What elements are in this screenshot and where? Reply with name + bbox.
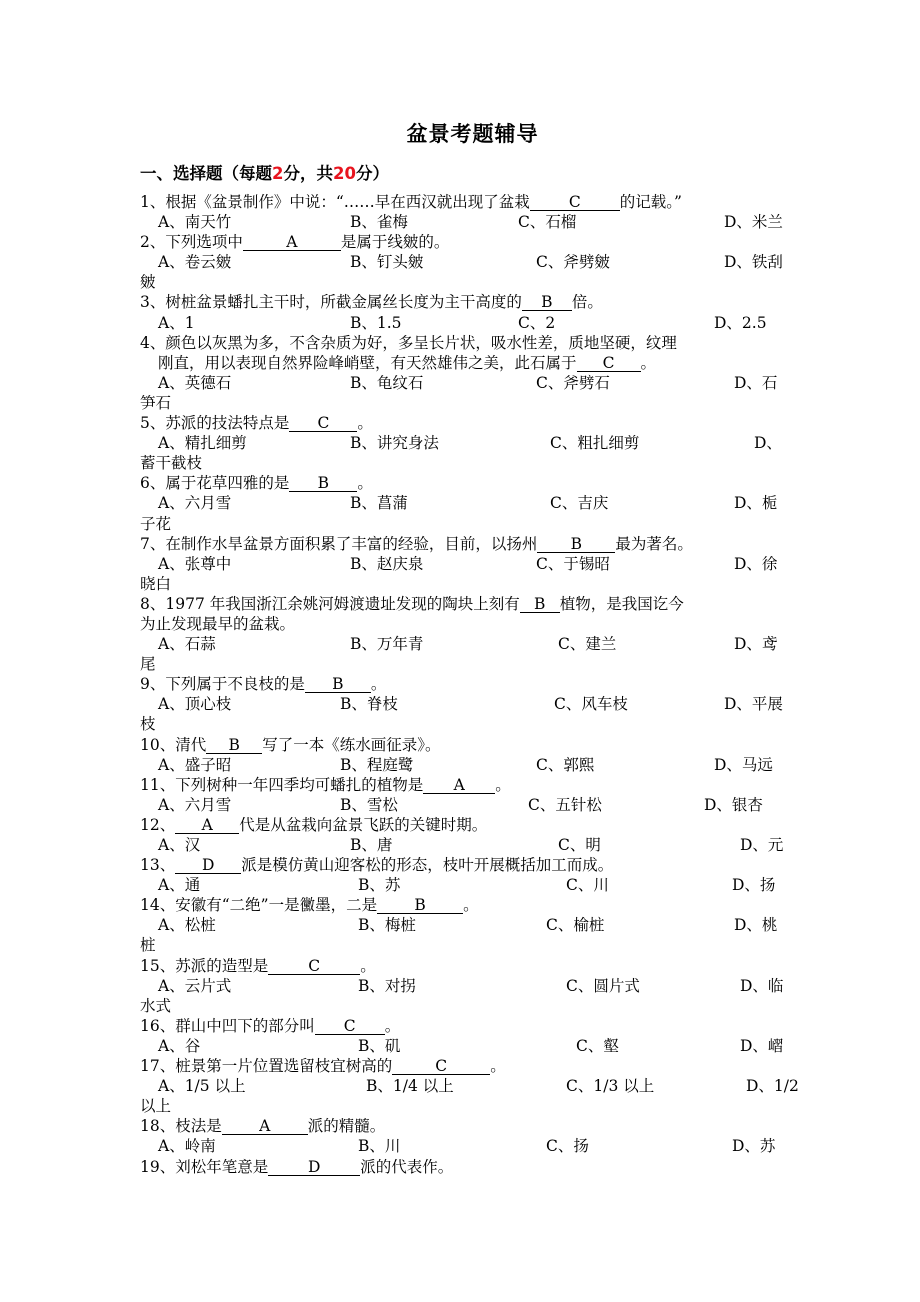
option-d: D、桃 xyxy=(734,916,778,935)
option-c: C、1/3 以上 xyxy=(566,1077,655,1096)
answer-blank: D xyxy=(268,1159,360,1176)
option-a: A、南天竹 xyxy=(158,213,232,232)
option-wrap-text: 皴 xyxy=(140,273,156,292)
question-text-part: 5、苏派的技法特点是 xyxy=(140,414,290,433)
question-text-part: 3、树桩盆景蟠扎主干时，所截金属丝长度为主干高度的 xyxy=(140,293,522,312)
option-b: B、唐 xyxy=(350,836,393,854)
question-text-part: 。 xyxy=(490,1057,506,1076)
question-text-part: 10、清代 xyxy=(140,735,207,754)
question-text-part: 8、1977 年我国浙江余姚河姆渡遗址发现的陶块上刻有 xyxy=(140,594,520,613)
document-title: 盆景考题辅导 xyxy=(406,122,539,146)
option-row xyxy=(140,554,805,574)
option-b: B、讲究身法 xyxy=(350,434,439,453)
option-wrap-text: 水式 xyxy=(140,996,172,1015)
option-c: C、粗扎细剪 xyxy=(550,434,640,453)
total-score: 20 xyxy=(332,164,356,183)
option-b: B、雪松 xyxy=(340,795,398,814)
option-c: C、壑 xyxy=(576,1036,619,1055)
question-text xyxy=(140,674,805,694)
option-d: D、鸢 xyxy=(734,635,778,654)
option-d: D、平展 xyxy=(724,695,783,714)
question-item xyxy=(140,895,805,955)
option-b: B、菖蒲 xyxy=(350,494,408,513)
question-text-part: 植物，是我国讫今 xyxy=(559,594,684,613)
option-row xyxy=(140,252,805,272)
answer-blank: B xyxy=(377,897,463,914)
question-text-part: 代是从盆栽向盆景飞跃的关键时期。 xyxy=(239,815,488,834)
option-row xyxy=(140,1136,805,1156)
option-a: A、1/5 以上 xyxy=(158,1077,246,1096)
question-text-part: 2、下列选项中 xyxy=(140,233,243,252)
question-text-part: 16、群山中凹下的部分叫 xyxy=(140,1016,315,1035)
option-b: B、梅桩 xyxy=(358,916,416,935)
option-c: C、五针松 xyxy=(528,795,602,814)
question-item xyxy=(140,956,805,1016)
question-item xyxy=(140,232,805,292)
option-c: C、扬 xyxy=(546,1137,589,1156)
question-text-part: 。 xyxy=(463,896,479,915)
answer-blank: A xyxy=(423,777,495,794)
option-b: B、1/4 以上 xyxy=(366,1077,454,1096)
question-text xyxy=(140,735,805,755)
question-text-part: 9、下列属于不良枝的是 xyxy=(140,675,305,694)
option-row xyxy=(140,313,805,333)
option-c: C、明 xyxy=(558,836,601,854)
question-item xyxy=(140,815,805,855)
option-d: D、马远 xyxy=(714,755,773,774)
section-suffix: 分） xyxy=(355,164,389,183)
question-text xyxy=(140,232,805,252)
option-c: C、斧劈皴 xyxy=(536,253,610,272)
option-wrap-text: 以上 xyxy=(140,1097,172,1116)
question-item xyxy=(140,735,805,775)
question-text-part: 。 xyxy=(357,474,373,493)
question-item xyxy=(140,594,805,674)
answer-blank: B xyxy=(522,294,572,311)
option-d: D、嶍 xyxy=(740,1036,784,1055)
question-text-part: 14、安徽有“二绝”一是黴墨，二是 xyxy=(140,896,378,915)
question-text-part: 18、枝法是 xyxy=(140,1117,222,1136)
question-text-part: 派的代表作。 xyxy=(360,1157,454,1176)
answer-blank: B xyxy=(537,536,615,553)
answer-blank: C xyxy=(577,355,641,372)
answer-blank: B xyxy=(305,676,371,693)
question-text-part: 。 xyxy=(357,414,373,433)
question-text xyxy=(140,1116,805,1136)
option-d: D、元 xyxy=(740,836,784,854)
option-b: B、万年青 xyxy=(350,635,424,654)
question-item xyxy=(140,192,805,232)
option-d: D、苏 xyxy=(732,1137,776,1156)
option-b: B、龟纹石 xyxy=(350,373,424,392)
option-c: C、郭熙 xyxy=(536,755,595,774)
question-text-part: 13、 xyxy=(140,856,176,875)
question-item xyxy=(140,534,805,594)
answer-blank: A xyxy=(175,817,239,834)
option-a: A、松桩 xyxy=(158,916,216,935)
question-text xyxy=(140,534,805,554)
option-a: A、汉 xyxy=(158,836,201,854)
option-d: D、米兰 xyxy=(724,213,783,232)
question-text-part: 6、属于花草四雅的是 xyxy=(140,474,290,493)
option-row xyxy=(140,373,805,393)
option-d: D、扬 xyxy=(732,876,776,895)
option-row xyxy=(140,493,805,513)
option-d: D、临 xyxy=(740,976,784,995)
option-row xyxy=(140,634,805,654)
option-wrap-text: 笋石 xyxy=(140,393,172,412)
option-row xyxy=(140,976,805,996)
option-a: A、张尊中 xyxy=(158,554,232,573)
question-text-continued: 为止发现最早的盆栽。 xyxy=(140,614,296,633)
option-a: A、石蒜 xyxy=(158,635,216,654)
option-b: B、川 xyxy=(358,1137,401,1156)
question-text-part: 最为著名。 xyxy=(615,534,693,553)
question-text-part: 。 xyxy=(640,353,657,372)
question-item xyxy=(140,292,805,332)
question-text xyxy=(140,956,805,976)
option-a: A、谷 xyxy=(158,1036,201,1055)
option-a: A、精扎细剪 xyxy=(158,434,247,453)
option-row xyxy=(140,915,805,935)
question-text-part: 写了一本《练水画征录》。 xyxy=(262,735,441,754)
answer-blank: C xyxy=(530,194,620,211)
option-a: A、岭南 xyxy=(158,1137,216,1156)
option-d: D、石 xyxy=(734,373,778,392)
question-item xyxy=(140,674,805,734)
question-text xyxy=(140,192,805,212)
question-text: 4、颜色以灰黑为多，不含杂质为好，多呈长片状，吸水性差，质地坚硬，纹理 xyxy=(140,333,677,352)
option-c: C、建兰 xyxy=(558,635,617,654)
question-item xyxy=(140,333,805,413)
question-text xyxy=(140,1016,805,1036)
answer-blank: A xyxy=(222,1118,308,1135)
option-row xyxy=(140,755,805,775)
section-heading xyxy=(140,160,389,184)
option-b: B、对拐 xyxy=(358,976,416,995)
question-text-part: 刚直，用以表现自然界险峰峭壁，有天然雄伟之美，此石属于 xyxy=(158,353,577,372)
option-a: A、通 xyxy=(158,876,201,895)
option-d: D、 xyxy=(754,434,782,453)
answer-blank: C xyxy=(289,415,357,432)
option-d: D、1/2 xyxy=(746,1077,799,1096)
question-text xyxy=(140,1157,805,1177)
option-b: B、程庭鹭 xyxy=(340,755,414,774)
option-c: C、斧劈石 xyxy=(536,373,610,392)
question-text-part: 19、刘松年笔意是 xyxy=(140,1157,269,1176)
option-a: A、英德石 xyxy=(158,373,232,392)
option-row xyxy=(140,875,805,895)
option-row xyxy=(140,795,805,815)
option-c: C、圆片式 xyxy=(566,976,640,995)
question-text xyxy=(140,815,805,835)
question-text-part: 。 xyxy=(495,775,511,794)
option-b: B、雀梅 xyxy=(350,213,408,232)
answer-blank: A xyxy=(243,234,341,251)
option-row xyxy=(140,1076,805,1096)
question-item xyxy=(140,775,805,815)
question-text xyxy=(140,594,805,614)
option-wrap-text: 蓄干截枝 xyxy=(140,454,203,473)
question-text xyxy=(140,855,805,875)
question-item xyxy=(140,1157,805,1177)
question-text-part: 11、下列树种一年四季均可蟠扎的植物是 xyxy=(140,775,424,794)
answer-blank: C xyxy=(392,1058,490,1075)
question-text-part: 15、苏派的造型是 xyxy=(140,956,269,975)
option-a: A、六月雪 xyxy=(158,795,232,814)
question-item xyxy=(140,413,805,473)
option-b: B、赵庆泉 xyxy=(350,554,424,573)
option-row xyxy=(140,433,805,453)
question-text-part: 1、根据《盆景制作》中说：“……早在西汉就出现了盆栽 xyxy=(140,193,530,211)
option-b: B、钉头皴 xyxy=(350,253,424,272)
option-row xyxy=(140,1036,805,1056)
option-a: A、盛子昭 xyxy=(158,755,232,774)
question-text-part: 17、桩景第一片位置选留枝宜树高的 xyxy=(140,1057,393,1076)
question-text-part: 。 xyxy=(384,1016,401,1035)
option-b: B、矶 xyxy=(358,1036,401,1055)
option-row xyxy=(140,835,805,855)
question-text-part: 7、在制作水旱盆景方面积累了丰富的经验，目前，以扬州 xyxy=(140,534,538,553)
option-d: D、银杏 xyxy=(704,795,763,814)
answer-blank: C xyxy=(268,958,360,975)
option-row xyxy=(140,212,805,232)
question-text-part: 。 xyxy=(370,675,387,694)
question-item xyxy=(140,1116,805,1156)
option-a: A、六月雪 xyxy=(158,494,232,513)
option-d: D、2.5 xyxy=(714,313,767,332)
answer-blank: C xyxy=(315,1018,385,1035)
question-text xyxy=(140,775,805,795)
question-text-part: 12、 xyxy=(140,815,176,834)
option-c: C、2 xyxy=(518,313,556,332)
option-b: B、1.5 xyxy=(350,313,402,332)
option-d: D、栀 xyxy=(734,494,778,513)
option-c: C、石榴 xyxy=(518,213,577,232)
option-wrap-text: 桩 xyxy=(140,936,156,955)
option-a: A、1 xyxy=(158,313,195,332)
question-text-part: 倍。 xyxy=(571,293,603,312)
option-a: A、顶心枝 xyxy=(158,695,232,714)
question-text-part: 派的精髓。 xyxy=(307,1117,386,1136)
question-text-part: 是属于线皴的。 xyxy=(340,233,450,252)
option-c: C、川 xyxy=(566,876,609,895)
question-text xyxy=(140,413,805,433)
option-b: B、脊枝 xyxy=(340,695,398,714)
section-prefix: 一、选择题（每题 xyxy=(140,164,272,183)
answer-blank: B xyxy=(520,596,560,613)
question-list xyxy=(140,192,805,1177)
option-c: C、榆桩 xyxy=(546,916,605,935)
question-item xyxy=(140,1056,805,1116)
question-text xyxy=(140,1056,805,1076)
per-score: 2 xyxy=(272,164,284,183)
question-text-part: 派是模仿黄山迎客松的形态，枝叶开展概括加工而成。 xyxy=(241,856,614,875)
option-d: D、铁刮 xyxy=(724,253,783,272)
answer-blank: B xyxy=(206,737,262,754)
option-b: B、苏 xyxy=(358,876,401,895)
option-wrap-text: 枝 xyxy=(140,715,156,734)
question-item xyxy=(140,855,805,895)
question-item xyxy=(140,473,805,533)
question-text xyxy=(140,473,805,493)
question-text-part: 的记载。” xyxy=(619,193,682,211)
option-a: A、云片式 xyxy=(158,976,232,995)
option-c: C、吉庆 xyxy=(550,494,609,513)
question-text-continued xyxy=(140,353,805,373)
option-c: C、风车枝 xyxy=(554,695,628,714)
option-row xyxy=(140,694,805,714)
option-wrap-text: 晓白 xyxy=(140,574,172,593)
question-text-part: 。 xyxy=(360,956,376,975)
option-a: A、卷云皴 xyxy=(158,253,232,272)
option-wrap-text: 子花 xyxy=(140,514,172,533)
option-c: C、于锡昭 xyxy=(536,554,610,573)
question-item xyxy=(140,1016,805,1056)
question-text xyxy=(140,895,805,915)
answer-blank: B xyxy=(289,475,357,492)
question-text xyxy=(140,292,805,312)
option-d: D、徐 xyxy=(734,554,778,573)
section-mid: 分，共 xyxy=(283,164,333,183)
answer-blank: D xyxy=(175,857,241,874)
option-wrap-text: 尾 xyxy=(140,655,156,674)
